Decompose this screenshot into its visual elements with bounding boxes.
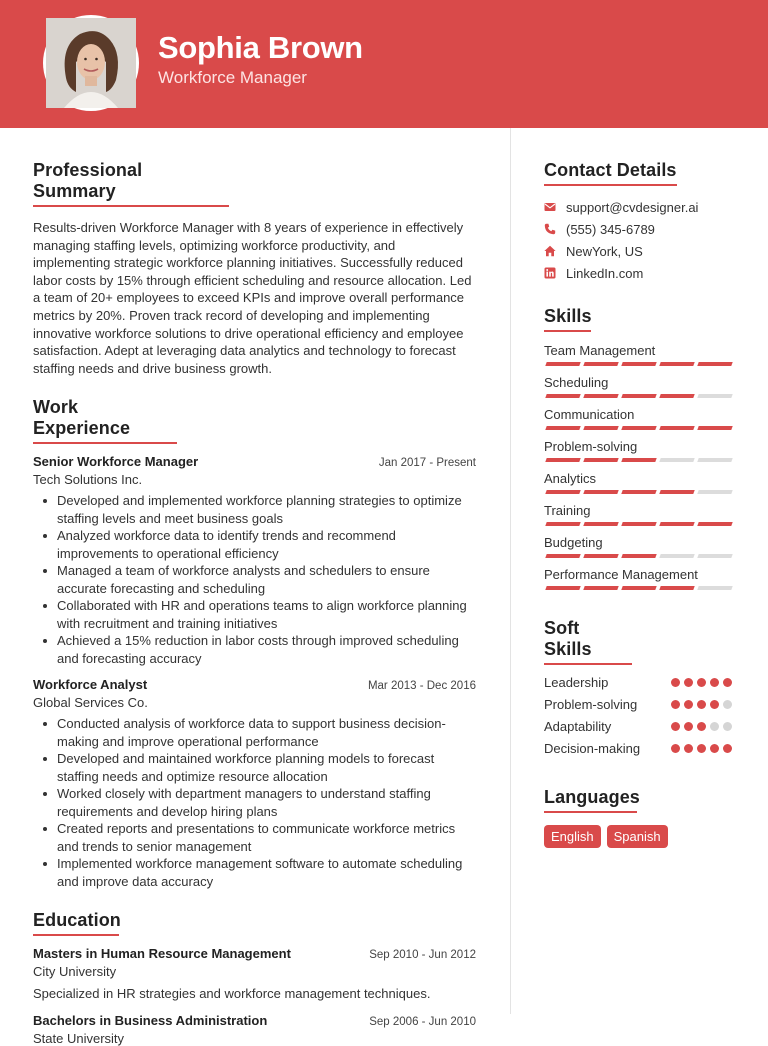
education-date: Sep 2010 - Jun 2012 xyxy=(369,949,476,962)
job-bullet: Worked closely with department managers to understand staffing requirements and develop hiring plans xyxy=(33,785,476,820)
education-date: Sep 2006 - Jun 2010 xyxy=(369,1016,476,1029)
skill-bar-segment xyxy=(583,586,618,590)
skill-rating xyxy=(544,522,733,526)
rating-dot xyxy=(671,744,680,753)
experience-heading: Work Experience xyxy=(33,397,177,444)
skill-bar-segment xyxy=(621,490,656,494)
summary-section xyxy=(33,160,476,377)
job-company: Tech Solutions Inc. xyxy=(33,472,143,488)
soft-skill-name: Adaptability xyxy=(544,718,612,734)
job-bullet: Conducted analysis of workforce data to support business decision-making and improve operational performance xyxy=(33,715,476,750)
education-heading: Education xyxy=(33,910,119,936)
school-name: City University xyxy=(33,964,117,980)
soft-skills-list xyxy=(544,671,736,759)
skill-bar-segment xyxy=(621,586,656,590)
skill-bar-segment xyxy=(583,362,618,366)
skill-item xyxy=(544,560,736,592)
job-entry xyxy=(33,677,476,890)
skill-bar-segment xyxy=(659,362,694,366)
skill-bar-segment xyxy=(545,522,580,526)
skill-item xyxy=(544,464,736,496)
skills-heading: Skills xyxy=(544,306,591,332)
skill-bar-segment xyxy=(697,394,732,398)
job-bullet: Achieved a 15% reduction in labor costs through improved scheduling and forecasting accuracy xyxy=(33,632,476,667)
soft-skill-rating xyxy=(671,700,736,709)
skill-bar-segment xyxy=(659,490,694,494)
profile-photo xyxy=(43,15,139,111)
skill-name: Scheduling xyxy=(544,375,609,390)
school-name: State University xyxy=(33,1031,125,1046)
rating-dot xyxy=(671,722,680,731)
skill-bar-segment xyxy=(545,394,580,398)
skill-item xyxy=(544,432,736,464)
skill-rating xyxy=(544,362,733,366)
skill-bar-segment xyxy=(621,426,656,430)
candidate-title: Workforce Manager xyxy=(158,68,307,87)
skill-bar-segment xyxy=(621,394,656,398)
job-bullet: Analyzed workforce data to identify trends and recommend improvements to operational efficiency xyxy=(33,527,476,562)
skill-name: Analytics xyxy=(544,471,597,486)
contact-heading: Contact Details xyxy=(544,160,677,186)
rating-dot xyxy=(697,722,706,731)
soft-skill-item xyxy=(544,671,736,693)
skill-bar-segment xyxy=(697,458,732,462)
soft-skill-item xyxy=(544,715,736,737)
skill-bar-segment xyxy=(583,490,618,494)
skill-item xyxy=(544,400,736,432)
summary-heading: Professional Summary xyxy=(33,160,229,207)
profile-photo-icon xyxy=(46,18,136,108)
education-entry xyxy=(33,946,476,1001)
contact-location xyxy=(544,240,736,262)
skill-rating xyxy=(544,458,733,462)
soft-skill-name: Decision-making xyxy=(544,740,641,756)
soft-skills-heading: Soft Skills xyxy=(544,618,632,665)
experience-section xyxy=(33,397,476,890)
skill-rating xyxy=(544,394,733,398)
soft-skill-rating xyxy=(671,722,736,731)
skill-bar-segment xyxy=(659,522,694,526)
rating-dot xyxy=(697,744,706,753)
soft-skill-item xyxy=(544,693,736,715)
soft-skills-section xyxy=(544,618,736,759)
rating-dot xyxy=(697,678,706,687)
skill-item xyxy=(544,496,736,528)
contact-email[interactable] xyxy=(544,196,736,218)
degree-title: Masters in Human Resource Management xyxy=(33,946,291,962)
skill-name: Performance Management xyxy=(544,567,698,582)
sidebar-column xyxy=(544,160,736,848)
rating-dot xyxy=(697,700,706,709)
skill-bar-segment xyxy=(659,394,694,398)
skill-name: Team Management xyxy=(544,343,656,358)
rating-dot xyxy=(710,700,719,709)
languages-section xyxy=(544,787,736,848)
job-title: Senior Workforce Manager xyxy=(33,454,199,470)
skill-bar-segment xyxy=(697,586,732,590)
contact-linkedin[interactable] xyxy=(544,262,736,284)
skill-item xyxy=(544,528,736,560)
soft-skill-rating xyxy=(671,744,736,753)
skill-rating xyxy=(544,426,733,430)
skill-bar-segment xyxy=(545,554,580,558)
skill-name: Budgeting xyxy=(544,535,603,550)
skill-bar-segment xyxy=(583,426,618,430)
rating-dot xyxy=(684,722,693,731)
skill-bar-segment xyxy=(659,426,694,430)
job-title: Workforce Analyst xyxy=(33,677,148,693)
home-icon xyxy=(544,245,556,257)
skill-bar-segment xyxy=(583,522,618,526)
rating-dot xyxy=(723,744,732,753)
language-badge: Spanish xyxy=(607,825,668,848)
rating-dot xyxy=(710,722,719,731)
skill-bar-segment xyxy=(583,554,618,558)
soft-skill-item xyxy=(544,737,736,759)
summary-text: Results-driven Workforce Manager with 8 years of experience in effectively managing staffing levels, optimizing workforce productivity, and implementing strategic workforce planning initiatives. Successfully reduced labor costs by 15% through efficient scheduling and resource allocation. Led a team of 20+ employees to exceed KPIs and improve overall performance metrics by 20%. Proven track record of developing and implementing innovative workforce solutions to drive operational efficiency and employee satisfaction. Adept at leveraging data analytics and technology to forecast staffing needs and drive business growth. xyxy=(33,220,472,376)
skills-section xyxy=(544,306,736,592)
job-bullets xyxy=(33,492,476,667)
job-bullet: Implemented workforce management software to automate scheduling and improve data accuracy xyxy=(33,855,476,890)
skills-list xyxy=(544,336,736,592)
rating-dot xyxy=(710,744,719,753)
job-bullet: Created reports and presentations to communicate workforce metrics and trends to senior management xyxy=(33,820,476,855)
job-bullet: Developed and maintained workforce planning models to forecast staffing needs and optimize resource allocation xyxy=(33,750,476,785)
skill-item xyxy=(544,368,736,400)
soft-skill-name: Leadership xyxy=(544,674,609,690)
skill-bar-segment xyxy=(659,586,694,590)
email-text: support@cvdesigner.ai xyxy=(566,199,699,215)
contact-phone[interactable] xyxy=(544,218,736,240)
main-column xyxy=(33,160,476,1046)
language-badge: English xyxy=(544,825,601,848)
envelope-icon xyxy=(544,201,556,213)
skill-name: Problem-solving xyxy=(544,439,638,454)
languages-list xyxy=(544,825,736,848)
skill-rating xyxy=(544,554,733,558)
skill-rating xyxy=(544,490,733,494)
location-text: NewYork, US xyxy=(566,243,643,259)
skill-bar-segment xyxy=(697,554,732,558)
rating-dot xyxy=(671,700,680,709)
skill-bar-segment xyxy=(621,458,656,462)
rating-dot xyxy=(684,700,693,709)
skill-bar-segment xyxy=(697,426,732,430)
skill-name: Training xyxy=(544,503,591,518)
job-company: Global Services Co. xyxy=(33,695,148,711)
skill-bar-segment xyxy=(545,426,580,430)
skill-bar-segment xyxy=(697,362,732,366)
education-description: Specialized in HR strategies and workforce management techniques. xyxy=(33,986,431,1002)
skill-rating xyxy=(544,586,733,590)
rating-dot xyxy=(723,700,732,709)
job-date: Jan 2017 - Present xyxy=(378,457,476,470)
skill-bar-segment xyxy=(659,554,694,558)
rating-dot xyxy=(671,678,680,687)
job-bullet: Managed a team of workforce analysts and schedulers to ensure accurate forecasting and scheduling xyxy=(33,562,476,597)
rating-dot xyxy=(710,678,719,687)
linkedin-icon xyxy=(544,267,556,279)
phone-text: (555) 345-6789 xyxy=(566,221,655,237)
skill-name: Communication xyxy=(544,407,635,422)
skill-bar-segment xyxy=(545,362,580,366)
education-section xyxy=(33,910,476,1046)
languages-heading: Languages xyxy=(544,787,637,813)
skill-bar-segment xyxy=(583,458,618,462)
degree-title: Bachelors in Business Administration xyxy=(33,1013,268,1029)
rating-dot xyxy=(684,678,693,687)
resume-header xyxy=(0,0,768,128)
candidate-name: Sophia Brown xyxy=(158,30,363,65)
phone-icon xyxy=(544,223,556,235)
skill-bar-segment xyxy=(621,522,656,526)
skill-bar-segment xyxy=(621,554,656,558)
skill-item xyxy=(544,336,736,368)
skill-bar-segment xyxy=(697,490,732,494)
skill-bar-segment xyxy=(545,586,580,590)
job-entry xyxy=(33,454,476,667)
job-bullet: Collaborated with HR and operations teams to align workforce planning with recruitment and training initiatives xyxy=(33,597,476,632)
rating-dot xyxy=(723,678,732,687)
job-bullet: Developed and implemented workforce planning strategies to optimize staffing levels and meet business goals xyxy=(33,492,476,527)
soft-skill-rating xyxy=(671,678,736,687)
skill-bar-segment xyxy=(583,394,618,398)
rating-dot xyxy=(684,744,693,753)
education-entry xyxy=(33,1013,476,1046)
linkedin-text: LinkedIn.com xyxy=(566,265,644,281)
skill-bar-segment xyxy=(545,458,580,462)
skill-bar-segment xyxy=(545,490,580,494)
skill-bar-segment xyxy=(659,458,694,462)
skill-bar-segment xyxy=(697,522,732,526)
contact-section xyxy=(544,160,736,284)
job-bullets xyxy=(33,715,476,890)
rating-dot xyxy=(723,722,732,731)
skill-bar-segment xyxy=(621,362,656,366)
job-date: Mar 2013 - Dec 2016 xyxy=(367,680,476,693)
column-divider xyxy=(510,128,511,1014)
soft-skill-name: Problem-solving xyxy=(544,696,638,712)
